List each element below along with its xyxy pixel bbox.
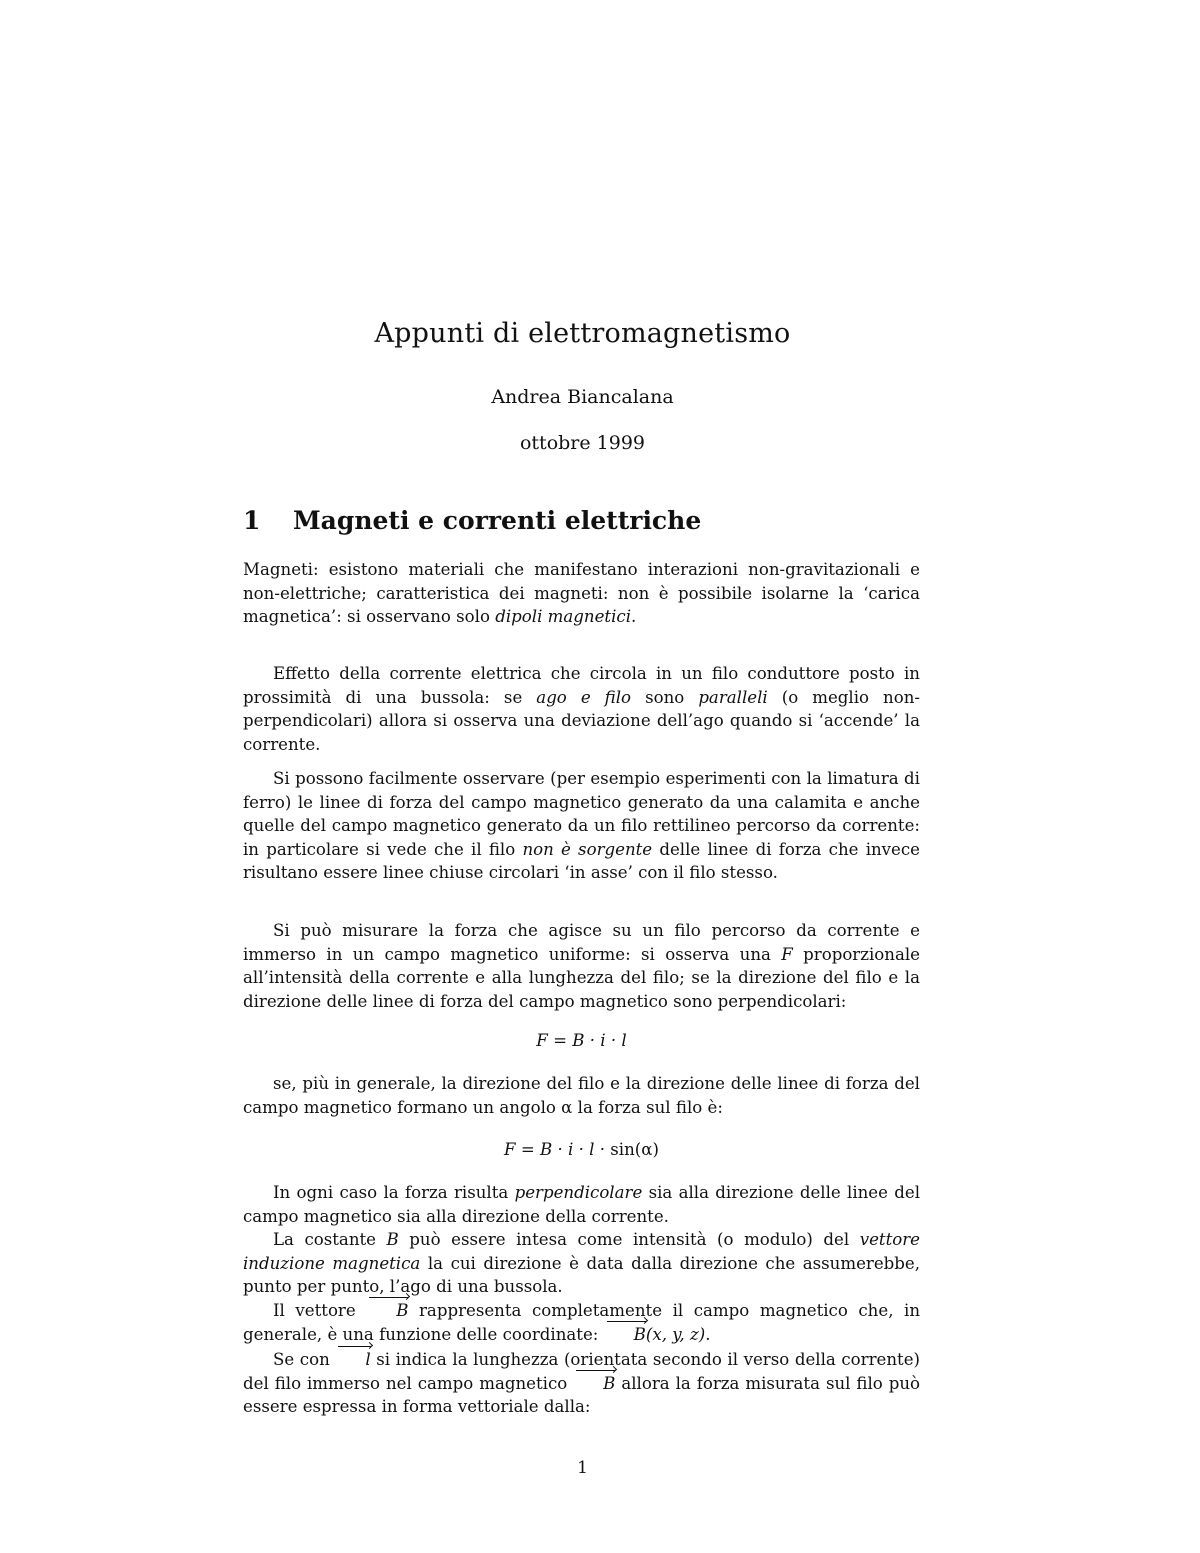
document-title: Appunti di elettromagnetismo xyxy=(374,318,791,349)
paragraph-text: . xyxy=(631,607,637,626)
equation-function: sin xyxy=(610,1140,635,1159)
equation-force-perpendicular: F = B · i · l xyxy=(536,1031,627,1050)
emphasis-text: vettore induzione magnetica xyxy=(243,1230,920,1273)
emphasis-text: dipoli magnetici xyxy=(495,607,631,626)
emphasis-text: B xyxy=(386,1230,399,1249)
paragraph-text: rappresenta completamente il campo magnetico che, in generale, è una funzione delle coordinate: xyxy=(243,1301,921,1344)
paragraph-text: si indica la lunghezza (orientata secondo il verso della corrente) del filo immerso nel campo magnetico xyxy=(243,1350,920,1393)
section-number: 1 xyxy=(243,506,261,535)
equation-force-angle xyxy=(243,1140,920,1159)
paragraph-text: sia alla direzione delle linee del campo magnetico sia alla direzione della corrente. xyxy=(243,1183,921,1226)
paragraph-linee-forza xyxy=(243,767,920,885)
paragraph-effetto-corrente xyxy=(243,662,920,756)
vector-symbol: B xyxy=(604,1323,646,1347)
paragraph-text: (o meglio non-perpendicolari) allora si osserva una deviazione dell’ago quando si ‘accende’ la corrente. xyxy=(243,687,921,754)
emphasis-text: (x, y, z) xyxy=(645,1324,706,1344)
document-author: Andrea Biancalana xyxy=(491,386,674,408)
paragraph-forza-filo xyxy=(243,919,920,1013)
paragraph-perpendicolare xyxy=(243,1181,920,1228)
paragraph-magneti xyxy=(243,558,920,629)
equation-text: (α) xyxy=(634,1140,659,1159)
paragraph-text: la cui direzione è data dalla direzione che assumerebbe, punto per punto, l’ago di una bussola. xyxy=(243,1253,921,1296)
paragraph-text: Il vettore xyxy=(273,1301,367,1320)
paragraph-text: Magneti: esistono materiali che manifestano interazioni non-gravitazionali e non-elettriche; caratteristica dei magneti: non è possibile isolarne la ‘carica magnetica’: si osservano solo xyxy=(243,560,920,626)
paragraph-text: . xyxy=(705,1324,711,1344)
paragraph-text: sono xyxy=(631,687,699,707)
paragraph-text: delle linee di forza che invece risultano essere linee chiuse circolari ‘in asse’ con il filo stesso. xyxy=(243,839,920,882)
section-heading xyxy=(243,506,923,535)
equation-text: F = B · i · l · xyxy=(504,1140,611,1159)
paragraph-text: Si possono facilmente osservare (per esempio esperimenti con la limatura di ferro) le linee di forza del campo magnetico generato da una calamita e anche quelle del campo magnetico generato da un filo rettilineo percorso da corrente: in particolare si vede che il filo xyxy=(243,769,920,859)
paragraph-text: proporzionale all’intensità della corrente e alla lunghezza del filo; se la direzione del filo e la direzione delle linee di forza del campo magnetico sono perpendicolari: xyxy=(243,944,920,1011)
emphasis-text: perpendicolare xyxy=(514,1183,643,1202)
emphasis-text: paralleli xyxy=(698,687,768,707)
page-number: 1 xyxy=(577,1458,588,1478)
vector-symbol: l xyxy=(335,1348,370,1372)
vector-symbol: B xyxy=(366,1299,408,1323)
emphasis-text: ago e filo xyxy=(536,687,632,707)
emphasis-text: F xyxy=(781,944,793,964)
paragraph-text: In ogni caso la forza risulta xyxy=(273,1183,515,1202)
paragraph-costante-b xyxy=(243,1228,920,1299)
paragraph-forma-vettoriale xyxy=(243,1348,920,1419)
paragraph-text: La costante xyxy=(273,1230,387,1249)
vector-symbol: B xyxy=(573,1372,615,1396)
paragraph-angolo: se, più in generale, la direzione del filo e la direzione delle linee di forza del campo magnetico formano un angolo α la forza sul filo è: xyxy=(243,1074,920,1117)
emphasis-text: non è sorgente xyxy=(522,839,653,859)
paragraph-text: può essere intesa come intensità (o modulo) del xyxy=(398,1230,860,1249)
section-title: Magneti e correnti elettriche xyxy=(293,506,702,535)
paragraph-text: Si può misurare la forza che agisce su un filo percorso da corrente e immerso in un campo magnetico uniforme: si osserva una xyxy=(243,921,920,964)
paragraph-vettore-b xyxy=(243,1299,920,1346)
document-date: ottobre 1999 xyxy=(519,432,646,454)
paragraph-text: Effetto della corrente elettrica che circola in un filo conduttore posto in prossimità di una bussola: se xyxy=(243,664,920,707)
paragraph-text: Se con xyxy=(273,1350,336,1369)
paragraph-text: allora la forza misurata sul filo può essere espressa in forma vettoriale dalla: xyxy=(243,1373,920,1416)
